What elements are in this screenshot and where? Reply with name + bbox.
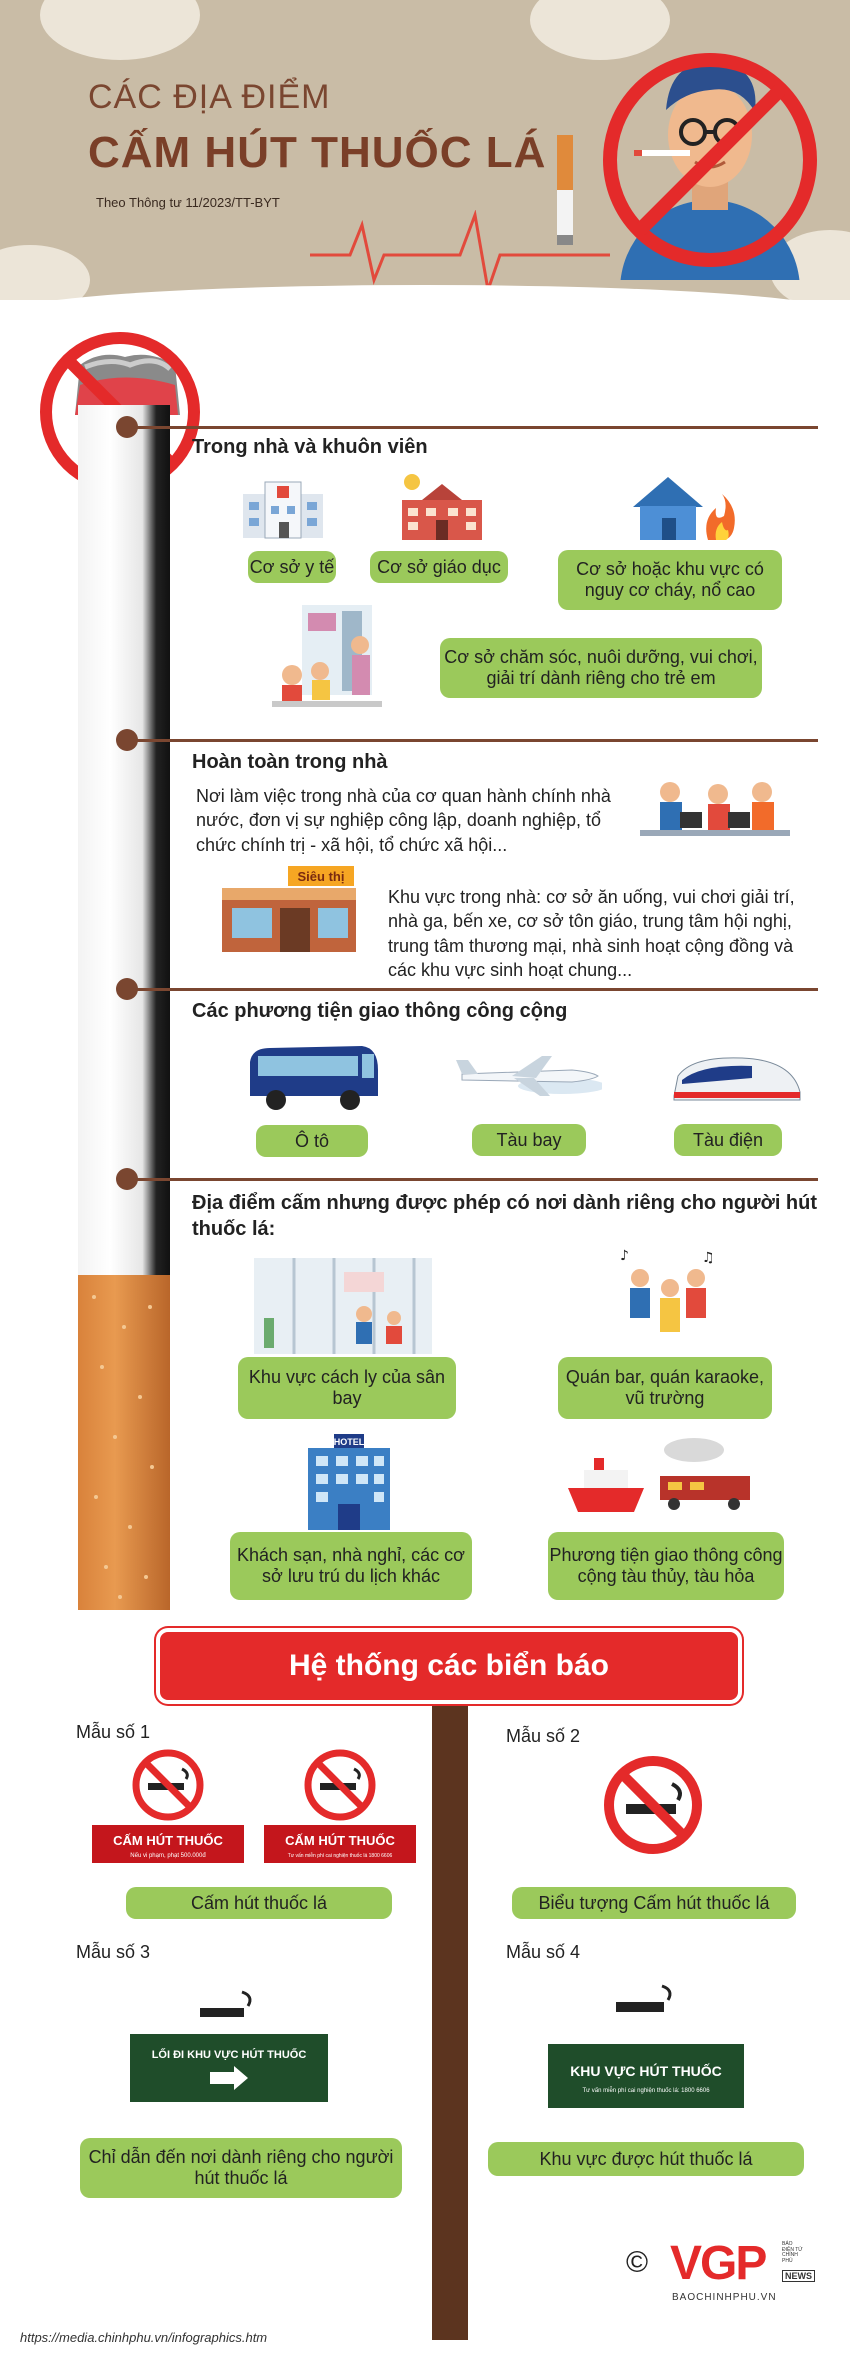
pill-sign-model-4: Khu vực được hút thuốc lá — [488, 2142, 804, 2176]
signs-banner-title: Hệ thống các biển báo — [288, 1649, 610, 1682]
branch-dot — [116, 416, 138, 438]
house-fire-icon — [628, 472, 738, 542]
sign-model-4 — [546, 1974, 746, 2118]
sign-model-2-label: Mẫu số 2 — [506, 1726, 581, 1746]
sign-model-1a-small: Nếu vi phạm, phạt 500.000đ — [130, 1853, 206, 1859]
supermarket-icon — [218, 866, 360, 952]
cloud-decoration — [40, 0, 200, 60]
pill-medical: Cơ sở y tế — [248, 551, 336, 583]
cloud-decoration — [0, 245, 90, 300]
header-wave-divider — [0, 285, 850, 300]
footer-source-url: https://media.chinhphu.vn/infographics.htm — [20, 2330, 268, 2345]
sign-model-3 — [130, 1982, 342, 2114]
ship-train-icon — [564, 1436, 754, 1526]
sign-model-4-label: Mẫu số 4 — [506, 1942, 581, 1962]
pill-hotel: Khách sạn, nhà nghỉ, các cơ sở lưu trú du lịch khác — [230, 1532, 472, 1600]
bus-icon — [246, 1040, 380, 1112]
children-playroom-icon — [272, 605, 382, 715]
pill-train: Tàu điện — [674, 1124, 782, 1156]
sign-section-trunk — [432, 1700, 468, 2340]
cigarette-timeline-body — [78, 405, 170, 1275]
section-title-indoor-grounds: Trong nhà và khuôn viên — [192, 436, 428, 458]
pill-bar-karaoke: Quán bar, quán karaoke, vũ trường — [558, 1357, 772, 1419]
smoking-man-no-icon — [600, 40, 820, 280]
office-workers-icon — [640, 776, 790, 852]
branch-dot — [116, 978, 138, 1000]
airplane-icon — [452, 1052, 602, 1102]
sign-model-4-small: Tư vấn miễn phí cai nghiện thuốc lá: 1800 6606 — [582, 2088, 710, 2094]
sign-model-1-label: Mẫu số 1 — [76, 1722, 151, 1742]
branch-line — [126, 739, 818, 742]
svg-text:♫: ♫ — [702, 1250, 715, 1266]
section-title-designated-areas: Địa điểm cấm nhưng được phép có nơi dành riêng cho người hút thuốc lá: — [192, 1192, 818, 1240]
branch-line — [126, 426, 818, 429]
vgp-logo-text: VGP — [670, 2237, 766, 2290]
vgp-logo-domain: BAOCHINHPHU.VN — [672, 2292, 777, 2303]
hotel-icon — [298, 1434, 400, 1530]
pill-children: Cơ sở chăm sóc, nuôi dưỡng, vui chơi, giải trí dành riêng cho trẻ em — [440, 638, 762, 698]
paragraph-indoor-areas: Khu vực trong nhà: cơ sở ăn uống, vui chơi giải trí, nhà ga, bến xe, cơ sở tôn giáo, trung tâm hội nghị, trung tâm thương mại, nhà sinh hoạt cộng đồng và các khu vực sinh hoạt chung... — [388, 887, 795, 980]
sign-model-4-text: KHU VỰC HÚT THUỐC — [570, 2063, 722, 2079]
no-smoking-sign-icon — [600, 1752, 706, 1858]
pill-sign-model-3: Chỉ dẫn đến nơi dành riêng cho người hút thuốc lá — [80, 2138, 402, 2198]
bar-music-icon — [610, 1248, 720, 1358]
school-icon — [392, 470, 492, 542]
header-title: CẤM HÚT THUỐC LÁ — [88, 128, 547, 177]
copyright-icon: © — [626, 2246, 649, 2279]
pill-airplane: Tàu bay — [472, 1124, 586, 1156]
header-pretitle: CÁC ĐỊA ĐIỂM — [88, 78, 331, 116]
signs-banner — [160, 1632, 738, 1700]
pill-airport-isolation: Khu vực cách ly của sân bay — [238, 1357, 456, 1419]
sign-model-1a — [84, 1745, 252, 1869]
branch-line — [126, 1178, 818, 1181]
airport-lounge-icon — [254, 1258, 432, 1354]
branch-dot — [116, 1168, 138, 1190]
hotel-sign-text: HOTEL — [333, 1437, 365, 1447]
branch-line — [126, 988, 818, 991]
header-subtitle: Theo Thông tư 11/2023/TT-BYT — [96, 195, 280, 210]
sign-model-3-label: Mẫu số 3 — [76, 1942, 151, 1962]
supermarket-sign-text: Siêu thị — [297, 869, 345, 884]
pill-sign-model-2: Biểu tượng Cấm hút thuốc lá — [512, 1887, 796, 1919]
section-title-fully-indoor: Hoàn toàn trong nhà — [192, 751, 388, 773]
cigarette-timeline-filter — [78, 1275, 170, 1610]
paragraph-workplaces: Nơi làm việc trong nhà của cơ quan hành chính nhà nước, đơn vị sự nghiệp công lập, doanh nghiệp, tổ chức chính trị - xã hội, tổ chức xã hội... — [196, 786, 611, 855]
header-banner — [0, 0, 850, 300]
pill-sign-model-1: Cấm hút thuốc lá — [126, 1887, 392, 1919]
pill-fire-risk: Cơ sở hoặc khu vực có nguy cơ cháy, nổ cao — [558, 550, 782, 610]
sign-model-3-text: LỐI ĐI KHU VỰC HÚT THUỐC — [151, 2049, 307, 2061]
sign-model-1a-text: CẤM HÚT THUỐC — [113, 1833, 223, 1848]
sign-model-1b-text: CẤM HÚT THUỐC — [285, 1833, 395, 1848]
sign-model-1b — [256, 1745, 424, 1869]
pill-education: Cơ sở giáo dục — [370, 551, 508, 583]
cigarette-icon — [555, 135, 575, 245]
pill-car: Ô tô — [256, 1125, 368, 1157]
vgp-logo-side: BÁO ĐIỆN TỬ CHÍNH PHỦ — [782, 2241, 803, 2264]
pill-ship-train: Phương tiện giao thông công cộng tàu thủy, tàu hỏa — [548, 1532, 784, 1600]
branch-dot — [116, 729, 138, 751]
vgp-logo-news: NEWS — [782, 2270, 815, 2282]
train-icon — [672, 1052, 802, 1108]
section-title-public-transport: Các phương tiện giao thông công cộng — [192, 1000, 568, 1022]
svg-text:♪: ♪ — [620, 1248, 629, 1264]
hospital-icon — [235, 478, 331, 540]
sign-model-1b-small: Tư vấn miễn phí cai nghiện thuốc lá 1800 6606 — [287, 1853, 393, 1859]
